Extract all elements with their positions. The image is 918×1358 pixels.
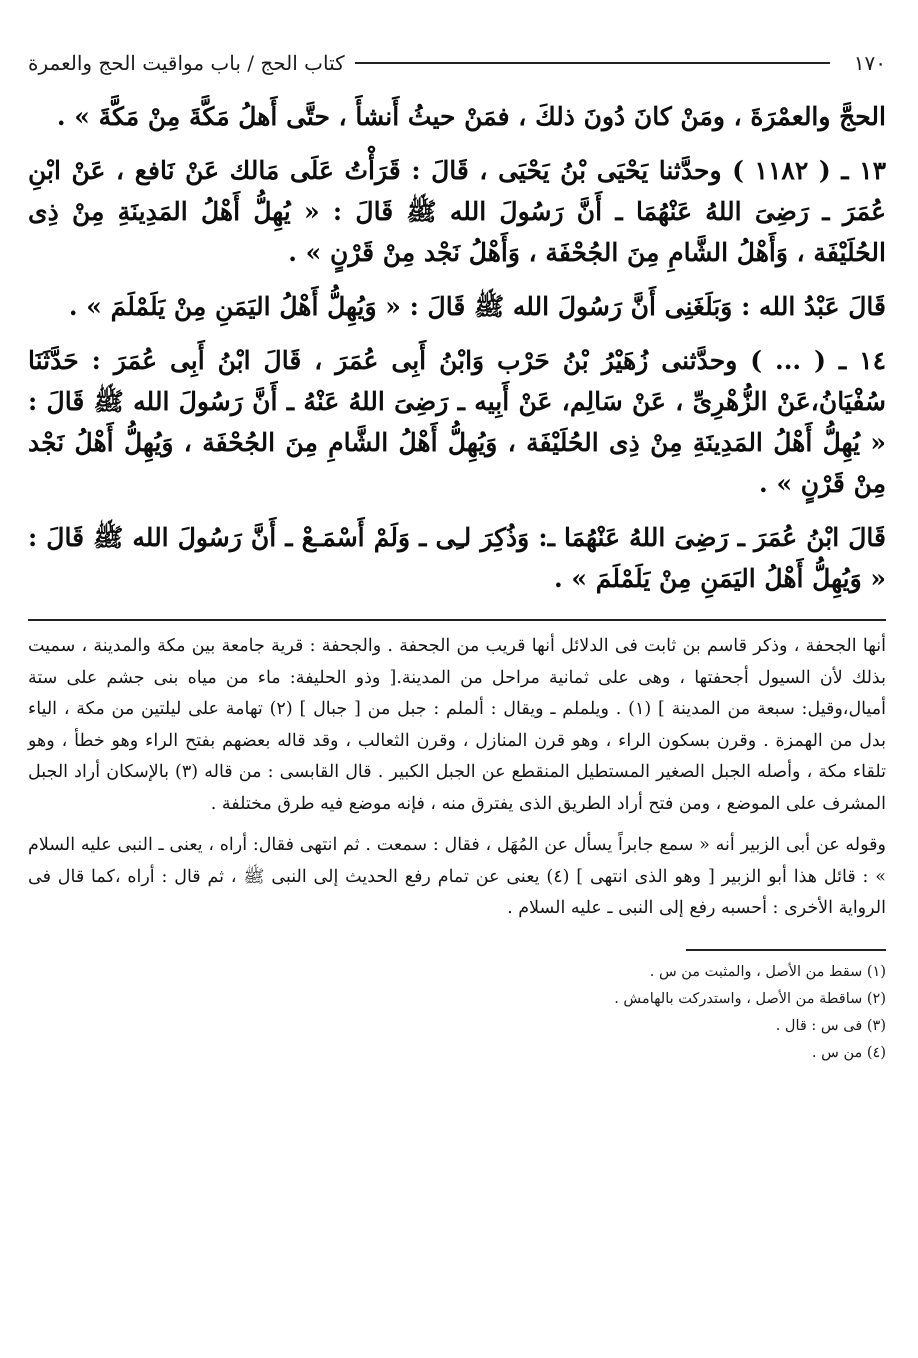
hadith-paragraph: الحجَّ والعمْرَةَ ، ومَنْ كانَ دُونَ ذلكَ ، فمَنْ حيثُ أَنشأَ ، حتَّى أَهلُ مَكَّةَ مِنْ مَكَّةَ » .	[56, 102, 886, 131]
hadith-paragraph: قَالَ عَبْدُ الله : وَبَلَغَنِى أَنَّ رَسُولَ الله ﷺ قَالَ : « وَيُهِلُّ أَهْلُ اليَمَنِ مِنْ يَلَمْلَمَ » .	[68, 292, 886, 321]
header-rule	[355, 62, 830, 64]
commentary-paragraph: أنها الجحفة ، وذكر قاسم بن ثابت فى الدلائل أنها قريب من الجحفة . والجحفة : قرية جامعة بين مكة والمدينة ، سميت بذلك لأن السيول أجحفتها ، وهى على ثمانية مراحل من المدينة.[ وذو الحليفة: ماء من مياه بنى جشم على ستة أميال،وقيل: سبعة من المدينة ] (١) . ويلملم ـ ويقال : ألملم : جبل من [ جبال ] (٢) تهامة على ليلتين من مكة ، الياء بدل من الهمزة . وقرن بسكون الراء ، وهو قرن المنازل ، وقرن الثعالب ، وقد قاله بعضهم بفتح الراء وهو خطأ ، وهو تلقاء مكة ، وأصله الجبل الصغير المستطيل المنقطع عن الجبل الكبير . قال القابسى : من قاله (٣) بالإسكان أراد الجبل المشرف على الموضع ، ومن فتح أراد الطريق الذى يفترق منه ، فإنه موضع فيه طرق مختلفة .	[28, 636, 887, 814]
footnote: (٤) من س .	[811, 1044, 886, 1061]
book-page	[28, 44, 886, 1067]
hadith-text	[28, 96, 886, 599]
running-title: كتاب الحج / باب مواقيت الحج والعمرة	[28, 51, 345, 75]
footnote: (٢) ساقطة من الأصل ، واستدركت بالهامش .	[614, 990, 886, 1007]
footnotes	[28, 959, 886, 1067]
footnote-divider	[686, 949, 886, 951]
page-header	[28, 44, 886, 82]
page-number: ١٧٠	[853, 51, 886, 75]
footnote: (١) سقط من الأصل ، والمثبت من س .	[649, 963, 886, 980]
commentary-text	[28, 631, 886, 925]
commentary-divider	[28, 619, 886, 621]
hadith-paragraph: ١٤ ـ ( ... ) وحدَّثنى زُهَيْرُ بْنُ حَرْب وَابْنُ أَبِى عُمَرَ ، قَالَ ابْنُ أَبِى عُمَرَ : حَدَّثَنَا سُفْيَانُ،عَنْ الزُّهْرِىِّ ، عَنْ سَالِم، عَنْ أَبِيه ـ رَضِىَ اللهُ عَنْهُ ـ أَنَّ رَسُولَ الله ﷺ قَالَ : « يُهِلُّ أَهْلُ المَدِينَةِ مِنْ ذِى الحُلَيْفَة ، وَيُهِلُّ أَهْلُ الشَّامِ مِنَ الجُحْفَة ، وَيُهِلُّ أَهْلُ نَجْد مِنْ قَرْنٍ » .	[28, 346, 886, 498]
hadith-paragraph: ١٣ ـ ( ١١٨٢ ) وحدَّثنا يَحْيَى بْنُ يَحْيَى ، قَالَ : قَرَأْتُ عَلَى مَالك عَنْ نَافع ، عَنْ ابْنِ عُمَرَ ـ رَضِىَ اللهُ عَنْهُمَا ـ أَنَّ رَسُولَ الله ﷺ قَالَ : « يُهِلُّ أَهْلُ المَدِينَةِ مِنْ ذِى الحُلَيْفَة ، وَأَهْلُ الشَّامِ مِنَ الجُحْفَة ، وَأَهْلُ نَجْد مِنْ قَرْنٍ » .	[28, 156, 887, 267]
footnote: (٣) فى س : قال .	[775, 1017, 886, 1034]
hadith-paragraph: قَالَ ابْنُ عُمَرَ ـ رَضِىَ اللهُ عَنْهُمَا ـ: وَذُكِرَ لـِى ـ وَلَمْ أَسْمَـعْ ـ أَنَّ رَسُولَ الله ﷺ قَالَ : « وَيُهِلُّ أَهْلُ اليَمَنِ مِنْ يَلَمْلَمَ » .	[28, 523, 886, 593]
commentary-paragraph: وقوله عن أبى الزبير أنه « سمع جابراً يسأل عن المُهَل ، فقال : سمعت . ثم انتهى فقال: أراه ، يعنى ـ النبى عليه السلام » : قائل هذا أبو الزبير [ وهو الذى انتهى ] (٤) يعنى عن تمام رفع الحديث إلى النبى ﷺ ، ثم قال : أراه ،كما قال فى الرواية الأخرى : أحسبه رفع إلى النبى ـ عليه السلام .	[28, 835, 886, 918]
